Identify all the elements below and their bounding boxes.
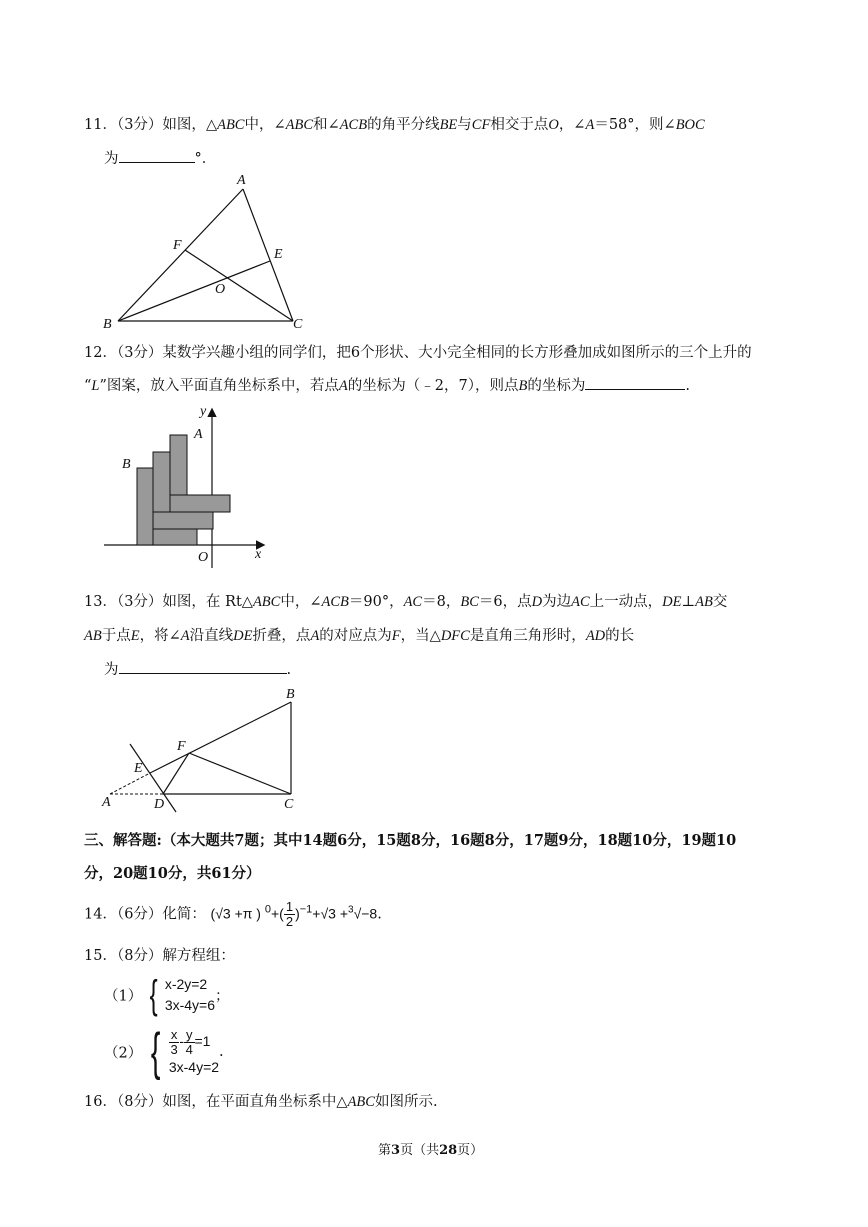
page-footer: 第3页（共28页） xyxy=(378,1143,484,1158)
axis-y-label: y xyxy=(200,404,207,419)
q12-line1: 12．（3分）某数学兴趣小组的同学们，把6个形状、大小完全相同的长方形叠加成如图所示的三个上升的 xyxy=(84,345,752,361)
label-C: C xyxy=(293,317,303,332)
label-A: A xyxy=(237,173,246,188)
label-F: F xyxy=(177,739,186,754)
label-A: A xyxy=(102,795,111,810)
answer-blank xyxy=(585,375,685,390)
answer-blank xyxy=(119,148,195,163)
label-C: C xyxy=(284,797,294,812)
q11-line2: 为 °． xyxy=(104,147,216,168)
q15-part2: （2） { $\frac{x}{3}$ - $\frac{y}{4}$ =1 3x-4y=2. xyxy=(104,1023,224,1081)
label-A: A xyxy=(194,427,203,442)
q15-label: 15．（8分）解方程组： xyxy=(84,948,235,964)
q11-figure xyxy=(95,170,325,335)
q13-figure xyxy=(100,684,310,814)
answer-blank xyxy=(119,659,287,674)
label-E: E xyxy=(274,247,283,262)
q12-figure xyxy=(100,400,275,570)
label-F: F xyxy=(173,238,182,253)
label-B: B xyxy=(103,317,112,332)
q15-part1: （1） { x-2y=2 3x-4y=6； xyxy=(104,973,230,1017)
q11-line1: 11．（3分）如图，△ABC中，∠ABC和∠ACB的角平分线BE与CF相交于点O，∠A＝58°，则∠BOC xyxy=(84,117,705,133)
label-O: O xyxy=(215,282,226,297)
q13-line2: AB于点E，将∠A沿直线DE折叠，点A的对应点为F，当△DFC是直角三角形时，AD的长 xyxy=(84,628,635,644)
q14-line: 14．（6分）化简： (√3 +π ) $^0$+( $\frac{1}{2}$ )$^{-1}$+√3 +$^3$√−8. xyxy=(84,899,382,929)
q13-line1: 13．（3分）如图，在 Rt△ABC中，∠ACB＝90°，AC＝8，BC＝6，点D为边AC上一动点，DE⊥AB交 xyxy=(84,594,728,610)
q13-line3: 为 . xyxy=(104,658,291,679)
q12-line2: “L”图案，放入平面直角坐标系中，若点A的坐标为（﹣2，7），则点B的坐标为 . xyxy=(84,374,690,395)
section3-heading-line2: 分，20题10分，共61分） xyxy=(84,865,261,882)
q16-line: 16．（8分）如图，在平面直角坐标系中△ABC如图所示. xyxy=(84,1094,438,1110)
label-B: B xyxy=(286,687,295,702)
axis-x-label: x xyxy=(255,547,262,562)
label-D: D xyxy=(154,797,165,812)
label-B: B xyxy=(122,457,131,472)
section3-heading-line1: 三、解答题:（本大题共7题；其中14题6分，15题8分，16题8分，17题9分，18题10分，19题10 xyxy=(84,832,737,849)
label-E: E xyxy=(134,761,143,776)
origin-label: O xyxy=(198,550,209,565)
